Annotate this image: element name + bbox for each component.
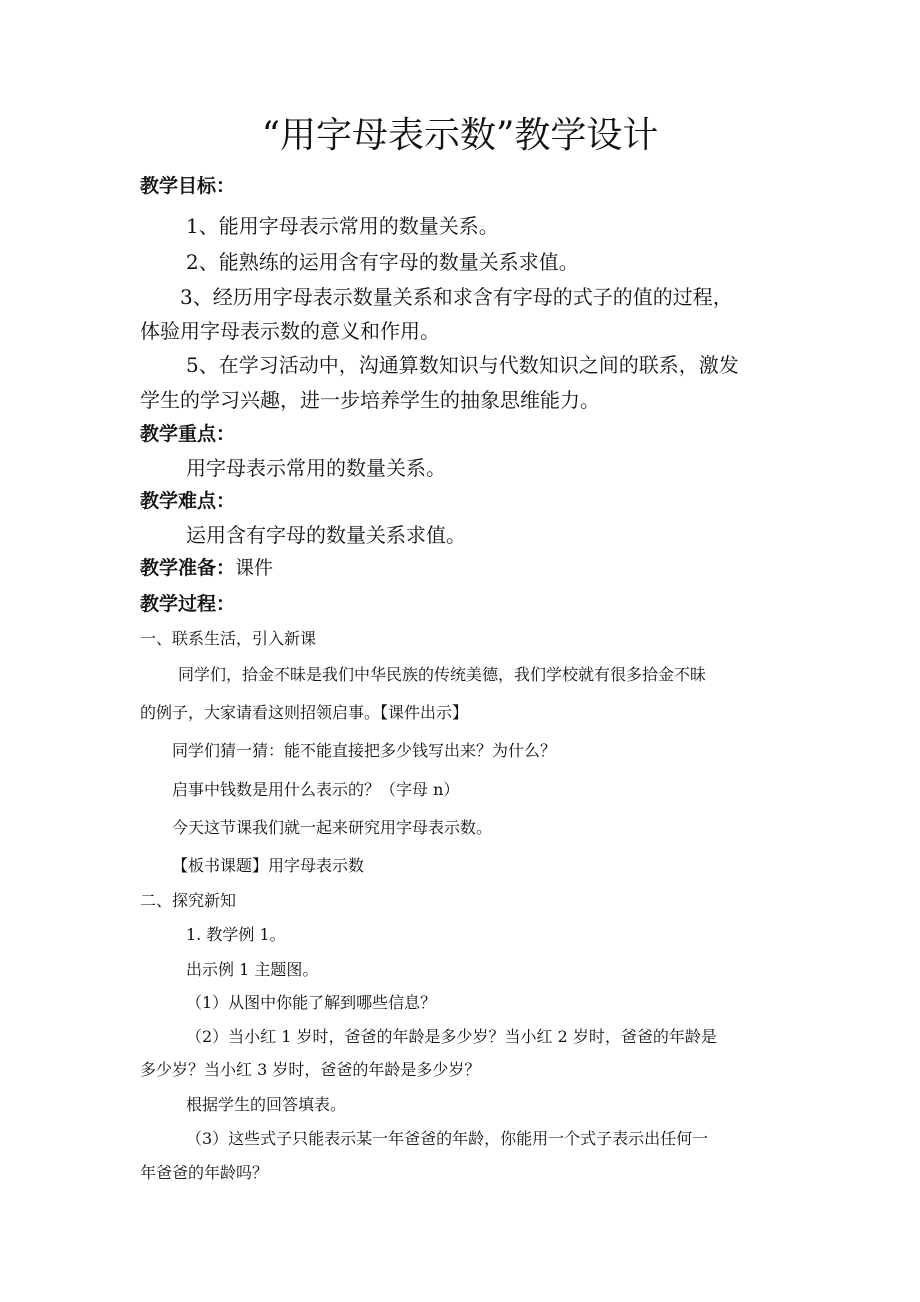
objective-item: 学生的学习兴趣，进一步培养学生的抽象思维能力。 — [140, 388, 600, 412]
paragraph-line: 同学们，拾金不昧是我们中华民族的传统美德，我们学校就有很多拾金不昧 — [178, 665, 707, 684]
paragraph-line: 启事中钱数是用什么表示的？（字母 n） — [172, 780, 460, 799]
objective-item: 1、能用字母表示常用的数量关系。 — [186, 214, 499, 238]
section-2-title: 二、探究新知 — [140, 891, 237, 910]
preparation-value: 课件 — [235, 557, 274, 579]
objective-item: 3、经历用字母表示数量关系和求含有字母的式子的值的过程， — [180, 285, 733, 309]
objective-item: 5、在学习活动中，沟通算数知识与代数知识之间的联系，激发 — [186, 353, 739, 377]
paragraph-line: 根据学生的回答填表。 — [186, 1095, 347, 1114]
paragraph-line: 年爸爸的年龄吗？ — [140, 1163, 269, 1182]
paragraph-line: （1）从图中你能了解到哪些信息？ — [186, 993, 437, 1012]
key-point-text: 用字母表示常用的数量关系。 — [186, 456, 446, 480]
difficulty-text: 运用含有字母的数量关系求值。 — [186, 523, 466, 547]
key-point-heading: 教学重点： — [140, 423, 236, 445]
paragraph-line: 1. 教学例 1。 — [186, 925, 286, 944]
paragraph-line: 出示例 1 主题图。 — [186, 960, 319, 979]
objective-item: 体验用字母表示数的意义和作用。 — [140, 319, 440, 343]
objective-item: 2、能熟练的运用含有字母的数量关系求值。 — [186, 250, 579, 274]
paragraph-line: 多少岁？当小红 3 岁时，爸爸的年龄是多少岁？ — [140, 1060, 481, 1079]
paragraph-line: （3）这些式子只能表示某一年爸爸的年龄，你能用一个式子表示出任何一 — [186, 1129, 709, 1148]
paragraph-line: （2）当小红 1 岁时，爸爸的年龄是多少岁？当小红 2 岁时，爸爸的年龄是 — [186, 1027, 717, 1046]
paragraph-line: 【板书课题】用字母表示数 — [172, 856, 365, 875]
paragraph-line: 同学们猜一猜：能不能直接把多少钱写出来？为什么？ — [172, 741, 557, 760]
difficulty-heading: 教学难点： — [140, 490, 236, 512]
preparation-row — [140, 554, 273, 582]
preparation-heading: 教学准备： — [140, 557, 236, 579]
process-heading: 教学过程： — [140, 593, 236, 615]
paragraph-line: 的例子，大家请看这则招领启事。【课件出示】 — [140, 703, 469, 722]
paragraph-line: 今天这节课我们就一起来研究用字母表示数。 — [172, 818, 493, 837]
objectives-heading: 教学目标： — [140, 175, 236, 197]
section-1-title: 一、联系生活，引入新课 — [140, 629, 317, 648]
document-title: “用字母表示数”教学设计 — [261, 115, 659, 156]
